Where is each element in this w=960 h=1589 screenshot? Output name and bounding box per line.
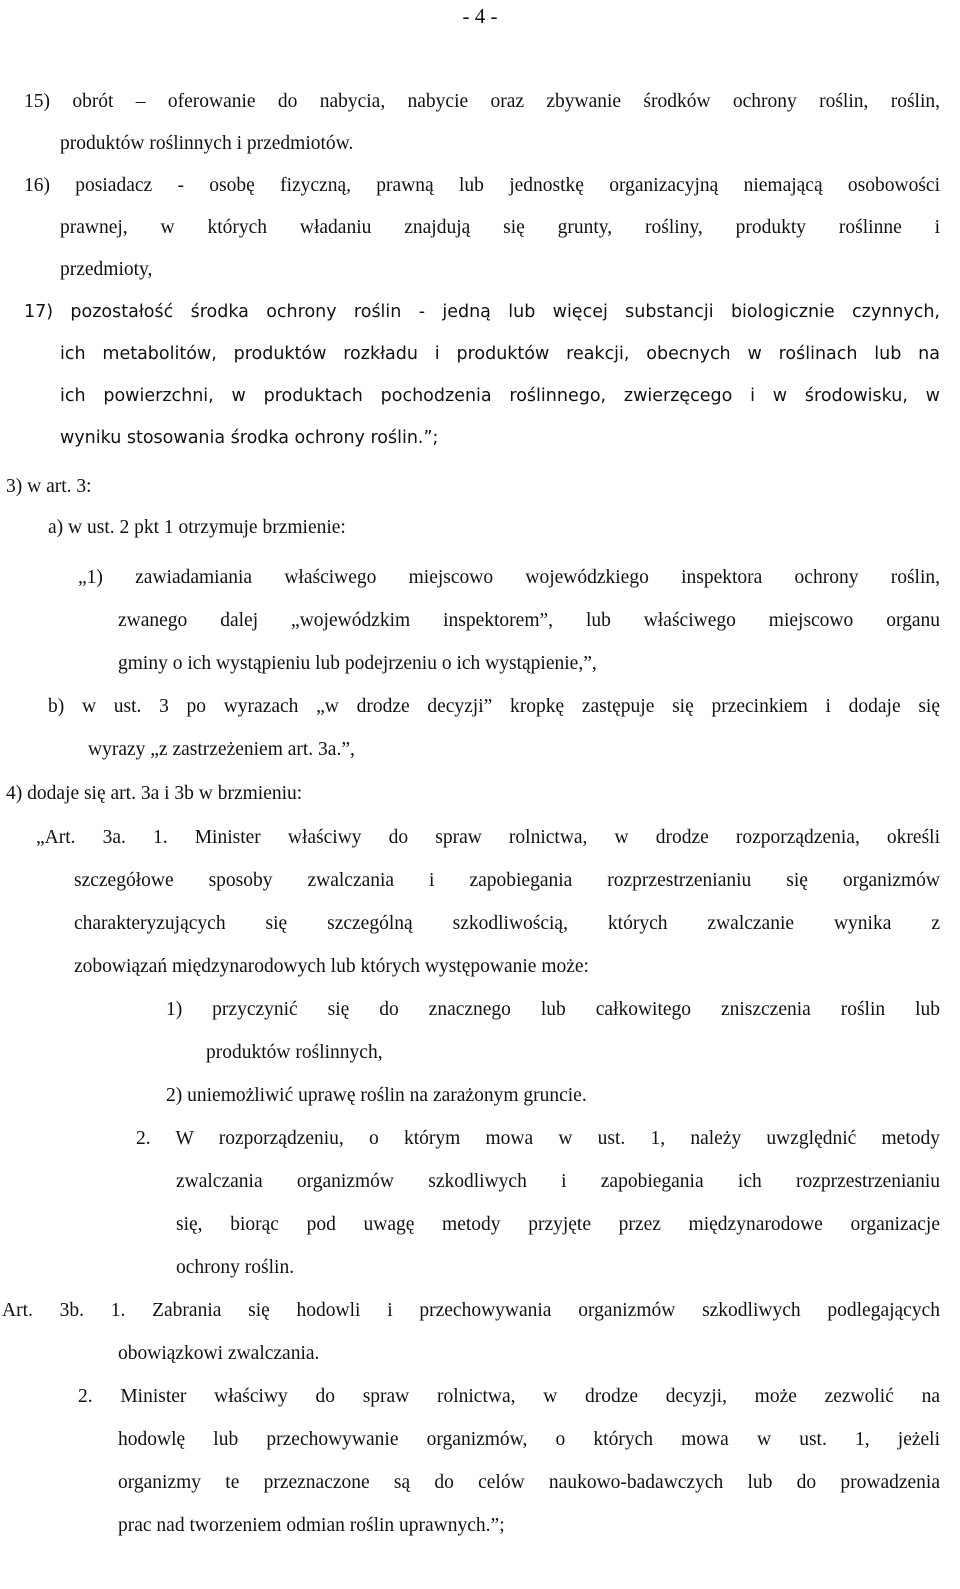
definition-15-line: produktów roślinnych i przedmiotów. bbox=[60, 133, 354, 154]
definition-17-line: 17) pozostałość środka ochrony roślin - jedną lub więcej substancji biologicznie czynnych, bbox=[24, 302, 940, 322]
art-3b-ust-1-line: obowiązkowi zwalczania. bbox=[118, 1343, 320, 1364]
art-3a-ust-1-line: zobowiązań międzynarodowych lub których występowanie może: bbox=[74, 956, 589, 977]
art-3a-pkt-1-line: 1) przyczynić się do znacznego lub całkowitego zniszczenia roślin lub bbox=[166, 999, 940, 1020]
definition-16-line: prawnej, w których władaniu znajdują się grunty, rośliny, produkty roślinne i bbox=[60, 217, 940, 238]
art-3b-ust-1-line: Art. 3b. 1. Zabrania się hodowli i przechowywania organizmów szkodliwych podlegających bbox=[2, 1300, 940, 1321]
definition-17-line: ich metabolitów, produktów rozkładu i produktów reakcji, obecnych w roślinach lub na bbox=[60, 344, 940, 364]
point-3a-text-line: zwanego dalej „wojewódzkim inspektorem”, lub właściwego miejscowo organu bbox=[118, 610, 940, 631]
definition-16-line: przedmioty, bbox=[60, 259, 153, 280]
point-3b-text-line: wyrazy „z zastrzeżeniem art. 3a.”, bbox=[88, 739, 355, 760]
art-3a-pkt-2: 2) uniemożliwić uprawę roślin na zarażonym gruncie. bbox=[166, 1085, 587, 1106]
art-3a-ust-2-line: zwalczania organizmów szkodliwych i zapobiegania ich rozprzestrzenianiu bbox=[176, 1171, 940, 1192]
point-3a-text-line: gminy o ich wystąpieniu lub podejrzeniu o ich wystąpienie,”, bbox=[118, 653, 597, 674]
definition-17-line: ich powierzchni, w produktach pochodzenia roślinnego, zwierzęcego i w środowisku, w bbox=[60, 386, 940, 406]
page-number: - 4 - bbox=[462, 4, 498, 28]
art-3a-ust-2-line: się, biorąc pod uwagę metody przyjęte przez międzynarodowe organizacje bbox=[176, 1214, 940, 1235]
point-3-heading: 3) w art. 3: bbox=[6, 476, 92, 497]
art-3a-ust-1-line: „Art. 3a. 1. Minister właściwy do spraw rolnictwa, w drodze rozporządzenia, określi bbox=[36, 827, 940, 848]
point-3a-text-line: „1) zawiadamiania właściwego miejscowo wojewódzkiego inspektora ochrony roślin, bbox=[78, 567, 940, 588]
art-3b-ust-2-line: 2. Minister właściwy do spraw rolnictwa, w drodze decyzji, może zezwolić na bbox=[78, 1386, 940, 1407]
art-3b-ust-2-line: prac nad tworzeniem odmian roślin uprawnych.”; bbox=[118, 1515, 505, 1536]
point-3b-text-line: b) w ust. 3 po wyrazach „w drodze decyzji” kropkę zastępuje się przecinkiem i dodaje się bbox=[48, 696, 940, 717]
art-3a-ust-1-line: szczegółowe sposoby zwalczania i zapobiegania rozprzestrzenianiu się organizmów bbox=[74, 870, 940, 891]
definition-15-line: 15) obrót – oferowanie do nabycia, nabycie oraz zbywanie środków ochrony roślin, roślin, bbox=[24, 91, 940, 112]
art-3a-ust-2-line: 2. W rozporządzeniu, o którym mowa w ust. 1, należy uwzględnić metody bbox=[136, 1128, 940, 1149]
definition-16-line: 16) posiadacz - osobę fizyczną, prawną lub jednostkę organizacyjną niemającą osobowości bbox=[24, 175, 940, 196]
point-4-heading: 4) dodaje się art. 3a i 3b w brzmieniu: bbox=[6, 783, 303, 804]
point-3a-heading: a) w ust. 2 pkt 1 otrzymuje brzmienie: bbox=[48, 517, 346, 538]
art-3a-ust-1-line: charakteryzujących się szczególną szkodliwością, których zwalczanie wynika z bbox=[74, 913, 940, 934]
art-3b-ust-2-line: organizmy te przeznaczone są do celów naukowo-badawczych lub do prowadzenia bbox=[118, 1472, 940, 1493]
art-3b-ust-2-line: hodowlę lub przechowywanie organizmów, o których mowa w ust. 1, jeżeli bbox=[118, 1429, 940, 1450]
definition-17-line: wyniku stosowania środka ochrony roślin.”; bbox=[60, 428, 439, 448]
art-3a-ust-2-line: ochrony roślin. bbox=[176, 1257, 295, 1278]
art-3a-pkt-1-line: produktów roślinnych, bbox=[206, 1042, 383, 1063]
